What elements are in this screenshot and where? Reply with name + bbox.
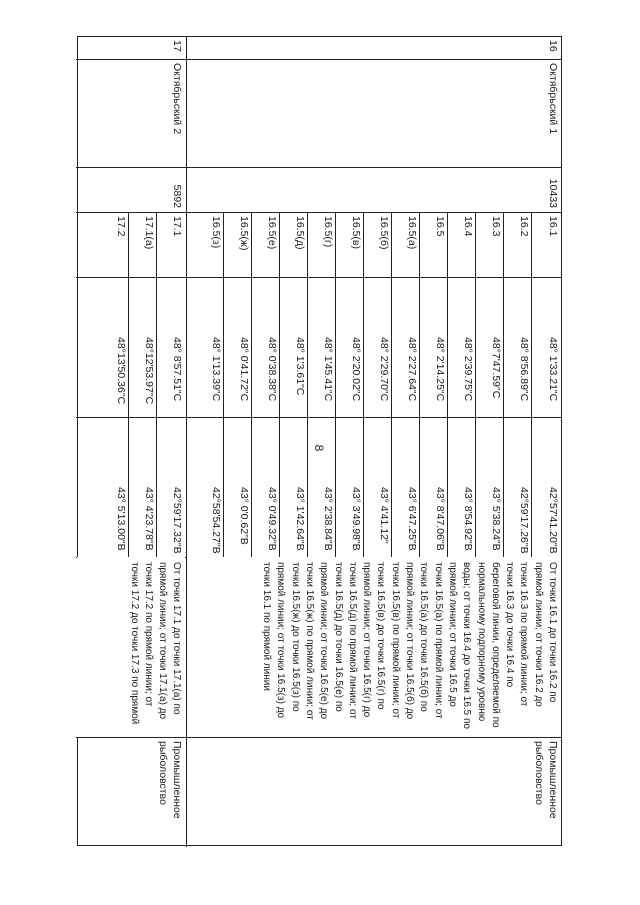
longitude: 43° 0'49.32"В <box>266 487 278 551</box>
point-id: 16.5(а) <box>406 216 418 250</box>
point-id: 16.5(ж) <box>238 216 250 251</box>
latitude: 48°12'53.97"С <box>143 337 155 405</box>
latitude: 48° 1'45.41"С <box>322 337 334 402</box>
point-id: 16.4 <box>462 216 474 237</box>
latitude: 48°13'50.36"С <box>115 337 127 405</box>
latitude: 48° 8'57.51"С <box>171 337 183 402</box>
coordinates-table <box>77 36 562 846</box>
latitude: 48° 0'41.72"С <box>238 337 250 402</box>
longitude: 43° 8'54.92"В <box>462 487 474 551</box>
longitude: 42°59'17.32"В <box>171 487 183 554</box>
latitude: 48° 0'38.38"С <box>266 337 278 402</box>
point-id: 16.3 <box>490 216 502 237</box>
table-border <box>76 59 561 60</box>
longitude: 43° 5'38.24"В <box>490 487 502 551</box>
longitude: 43° 4'41.12" <box>378 487 390 544</box>
point-id: 16.5(з) <box>210 216 222 249</box>
point-id: 16.5(д) <box>294 216 306 250</box>
latitude: 48° 8'56.89"С <box>518 337 530 402</box>
longitude: 42°59'17.26"В <box>518 487 530 554</box>
latitude: 48° 2'39.75"С <box>462 337 474 402</box>
object-name: Октябрьский 1 <box>547 63 559 135</box>
latitude: 48° 2'14.25"С <box>434 337 446 402</box>
latitude: 48° 1'33.21"С <box>547 337 559 402</box>
longitude: 43° 5'13.00"В <box>115 487 127 551</box>
object-name: Октябрьский 2 <box>171 63 183 135</box>
longitude: 43° 6'47.25"В <box>406 487 418 551</box>
table-border <box>76 737 561 738</box>
latitude: 48° 2'20.02"С <box>350 337 362 402</box>
longitude: 43° 2'38.84"В <box>322 487 334 551</box>
latitude: 48° 1'13.39"С <box>210 337 222 402</box>
longitude: 43° 4'23.78"В <box>143 487 155 551</box>
point-id: 17.1 <box>171 216 183 237</box>
point-id: 16.2 <box>518 216 530 237</box>
point-id: 16.5(в) <box>350 216 362 250</box>
table-border <box>76 167 561 168</box>
area-value: 5892 <box>171 184 183 208</box>
longitude: 42°58'54.27"В <box>210 487 222 554</box>
longitude: 43° 8'47.06"В <box>434 487 446 551</box>
object-number: 17 <box>171 40 183 52</box>
point-id: 16.1 <box>547 216 559 237</box>
usage-type: Промышленное рыболовство <box>533 741 559 819</box>
longitude: 43° 3'49.98"В <box>350 487 362 551</box>
longitude: 42°57'41.20"В <box>547 487 559 554</box>
document-sheet <box>77 36 562 846</box>
latitude: 48°7'47.59"С <box>490 337 502 399</box>
point-id: 17.2 <box>115 216 127 237</box>
usage-type: Промышленное рыболовство <box>157 741 183 819</box>
point-id: 17.1(а) <box>143 216 155 250</box>
area-value: 10433 <box>547 178 559 208</box>
latitude: 48° 1'3.61"С <box>294 337 306 396</box>
object-number: 16 <box>547 40 559 52</box>
point-id: 16.5(б) <box>378 216 390 250</box>
longitude: 43° 1'42.64"В <box>294 487 306 551</box>
latitude: 48° 2'27.64"С <box>406 337 418 402</box>
latitude: 48° 2'29.70"С <box>378 337 390 402</box>
page-number: 8 <box>312 444 326 452</box>
longitude: 43° 0'0.62"В <box>238 487 250 545</box>
boundary-description: От точки 17.1 до точки 17.1(а) по прямой линии; от точки 17.1(а) до точки 17.2 по прямой линии; от точки 17.2 до точки 17.3 по прямой <box>77 557 185 737</box>
point-id: 16.5(е) <box>266 216 278 250</box>
point-id: 16.5(г) <box>322 216 334 248</box>
point-id: 16.5 <box>434 216 446 237</box>
boundary-description: От точки 16.1 до точки 16.2 по прямой линии; от точки 16.2 до точки 16.3 по прямой линии; от точки 16.3 до точки 16.4 по береговой линии, определяемой по нормальному подпорному уровню воды; от точки 16.4 до точки 16.5 по прямой линии; от точки 16.5 до точки 16.5(а) по прямой линии; от точки 16.5(а) до точки 16.5(б) по прямой линии; от точки 16.5(б) до точки 16.5(в) по прямой линии; от точки 16.5(в) до точки 16.5(г) по прямой линии; от точки 16.5(г) до точки 16.5(д) по прямой линии; от точки 16.5(д) до точки 16.5(е) по прямой линии; от точки 16.5(е) до точки 16.5(ж) по прямой линии; от точки 16.5(ж) до точки 16.5(з) по прямой линии; от точки 16.5(з) до точки 16.1 по прямой линии <box>187 557 561 737</box>
